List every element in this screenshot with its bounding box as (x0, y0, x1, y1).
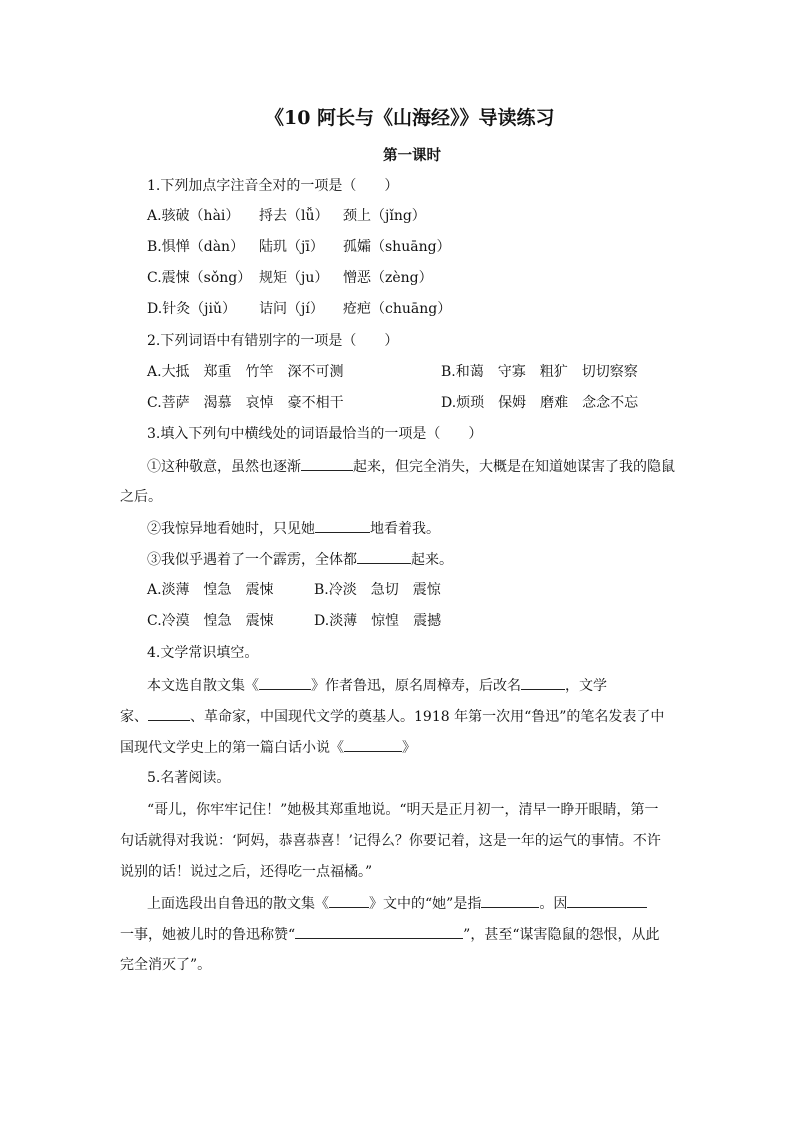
q3-option-a-letter: A. (147, 582, 162, 598)
q3-option-b-letter: B. (314, 582, 329, 598)
q2-option-c-text: 菩萨 渴慕 哀悼 豪不相干 (161, 395, 344, 411)
q1-option-d[interactable] (147, 299, 236, 319)
q3-option-d-text: 淡薄 惊惶 震撼 (329, 613, 442, 629)
q4-blank-novel[interactable] (344, 737, 402, 752)
q2-option-b-text: 和蔼 守寡 粗犷 切切察察 (455, 364, 638, 380)
q5-blank-person[interactable] (481, 893, 539, 908)
q2-option-b[interactable] (441, 362, 638, 382)
q1-option-a[interactable] (147, 206, 239, 226)
q1-option-a-word3: 颈上（jǐng） (343, 208, 426, 224)
q2-option-d[interactable] (441, 393, 638, 413)
q4-stem: 4.文学常识填空。 (147, 645, 259, 661)
q5-a2-part-b: ”，甚至“谋害隐鼠的怨恨，从此 (463, 927, 660, 943)
q1-option-d-letter: D. (147, 301, 163, 317)
q5-stem: 5.名著阅读。 (147, 770, 231, 786)
q1-option-c-word1: 震悚（sǒng） (161, 270, 252, 286)
q4-l1-part-b: 》作者鲁迅，原名周樟寿，后改名 (311, 678, 521, 694)
q5-passage-line-3: 说别的话！说过之后，还得吃一点福橘。” (120, 864, 373, 880)
q1-option-d-word3: 疮疤（chuāng） (343, 301, 452, 317)
q2-stem: 2.下列词语中有错别字的一项是（ ） (147, 333, 399, 349)
q1-option-a-letter: A. (147, 208, 162, 224)
q5-answer-line-2 (120, 924, 660, 945)
q4-l2-part-b: 、革命家，中国现代文学的奠基人。1918 年第一次用“鲁迅”的笔名发表了中 (190, 709, 665, 725)
q5-blank-praise[interactable] (295, 924, 463, 939)
q1-option-b[interactable] (147, 237, 244, 257)
q4-l3-part-b: 》 (402, 740, 416, 756)
q3-option-d[interactable] (314, 611, 441, 631)
q3-blank-3[interactable] (357, 549, 411, 564)
q3-blank-1[interactable] (301, 456, 353, 471)
q5-a1-part-c: 。因 (539, 896, 568, 912)
q3-option-c-letter: C. (147, 613, 162, 629)
q5-blank-collection[interactable] (329, 893, 369, 908)
q4-blank-collection[interactable] (259, 675, 311, 690)
q3-s1-part-b: 起来，但完全消失，大概是在知道她谋害了我的隐鼠 (353, 459, 675, 475)
q3-option-c[interactable] (147, 611, 274, 631)
q5-passage-line-1: “哥儿，你牢牢记住！”她极其郑重地说。“明天是正月初一，清早一睁开眼睛，第一 (147, 802, 659, 818)
q2-option-c[interactable] (147, 393, 344, 413)
q1-stem: 1.下列加点字注音全对的一项是（ ） (147, 178, 399, 194)
q3-blank-2[interactable] (315, 518, 370, 533)
q1-option-c-word2: 规矩（ju） (259, 270, 329, 286)
q3-option-b[interactable] (314, 580, 441, 600)
q2-option-c-letter: C. (147, 395, 162, 411)
q5-blank-event[interactable] (567, 893, 647, 908)
q1-option-b-letter: B. (147, 239, 162, 255)
q5-a1-part-a: 上面选段出自鲁迅的散文集《 (147, 896, 329, 912)
q2-option-b-letter: B. (441, 364, 456, 380)
q2-option-a-text: 大抵 郑重 竹竿 深不可测 (161, 364, 344, 380)
q3-option-a-text: 淡薄 惶急 震悚 (161, 582, 274, 598)
q1-option-c-letter: C. (147, 270, 162, 286)
q2-option-d-letter: D. (441, 395, 457, 411)
q1-option-d-word1: 针灸（jiǔ） (162, 301, 237, 317)
q4-l2-part-a: 家、 (120, 709, 148, 725)
q3-option-c-text: 冷漠 惶急 震悚 (161, 613, 274, 629)
q1-option-c-word3: 憎恶（zèng） (343, 270, 433, 286)
q3-s2-part-a: ②我惊异地看她时，只见她 (147, 521, 315, 537)
q5-a1-part-b: 》文中的“她”是指 (369, 896, 482, 912)
q2-option-a-letter: A. (147, 364, 162, 380)
q3-s1-part-a: ①这种敬意，虽然也逐渐 (147, 459, 301, 475)
q4-l3-part-a: 国现代文学史上的第一篇白话小说《 (120, 740, 344, 756)
q3-sentence-1 (147, 456, 675, 477)
q5-passage-line-2: 句话就得对我说：‘阿妈，恭喜恭喜！’记得么？你要记着，这是一年的运气的事情。不许 (120, 833, 661, 849)
q3-s1-part-c: 之后。 (120, 489, 162, 505)
q5-answer-line-1 (147, 893, 647, 914)
q3-stem: 3.填入下列句中横线处的词语最恰当的一项是（ ） (147, 426, 483, 442)
q1-option-d-word2: 诘问（jí） (259, 301, 324, 317)
q3-option-b-text: 冷淡 急切 震惊 (328, 582, 441, 598)
q1-option-a-word1: 骇破（hài） (161, 208, 240, 224)
q4-line-1 (147, 675, 607, 696)
q3-s2-part-b: 地看着我。 (370, 521, 440, 537)
q3-sentence-2 (147, 518, 440, 539)
q3-s3-part-b: 起来。 (411, 552, 453, 568)
q3-option-a[interactable] (147, 580, 274, 600)
q1-option-b-word2: 陆玑（jī） (259, 239, 324, 255)
q4-blank-role[interactable] (148, 706, 190, 721)
q4-blank-rename[interactable] (521, 675, 565, 690)
q3-s3-part-a: ③我似乎遇着了一个霹雳，全体都 (147, 552, 357, 568)
q4-line-2 (120, 706, 664, 727)
q1-option-b-word3: 孤孀（shuāng） (343, 239, 451, 255)
page-title: 《10 阿长与《山海经》》导读练习 (265, 107, 555, 129)
q1-option-c[interactable] (147, 268, 251, 288)
q1-option-b-word1: 惧惮（dàn） (161, 239, 245, 255)
q1-option-a-word2: 捋去（lǚ） (259, 208, 329, 224)
q4-line-3 (120, 737, 416, 758)
q4-l1-part-a: 本文选自散文集《 (147, 678, 259, 694)
q5-answer-line-3: 完全消灭了”。 (120, 957, 212, 973)
page-subtitle: 第一课时 (383, 147, 441, 164)
q3-option-d-letter: D. (314, 613, 330, 629)
q2-option-d-text: 烦琐 保姆 磨难 念念不忘 (456, 395, 639, 411)
q5-a2-part-a: 一事，她被儿时的鲁迅称赞“ (120, 927, 296, 943)
q3-sentence-3 (147, 549, 453, 570)
q4-l1-part-c: ，文学 (565, 678, 607, 694)
q2-option-a[interactable] (147, 362, 344, 382)
